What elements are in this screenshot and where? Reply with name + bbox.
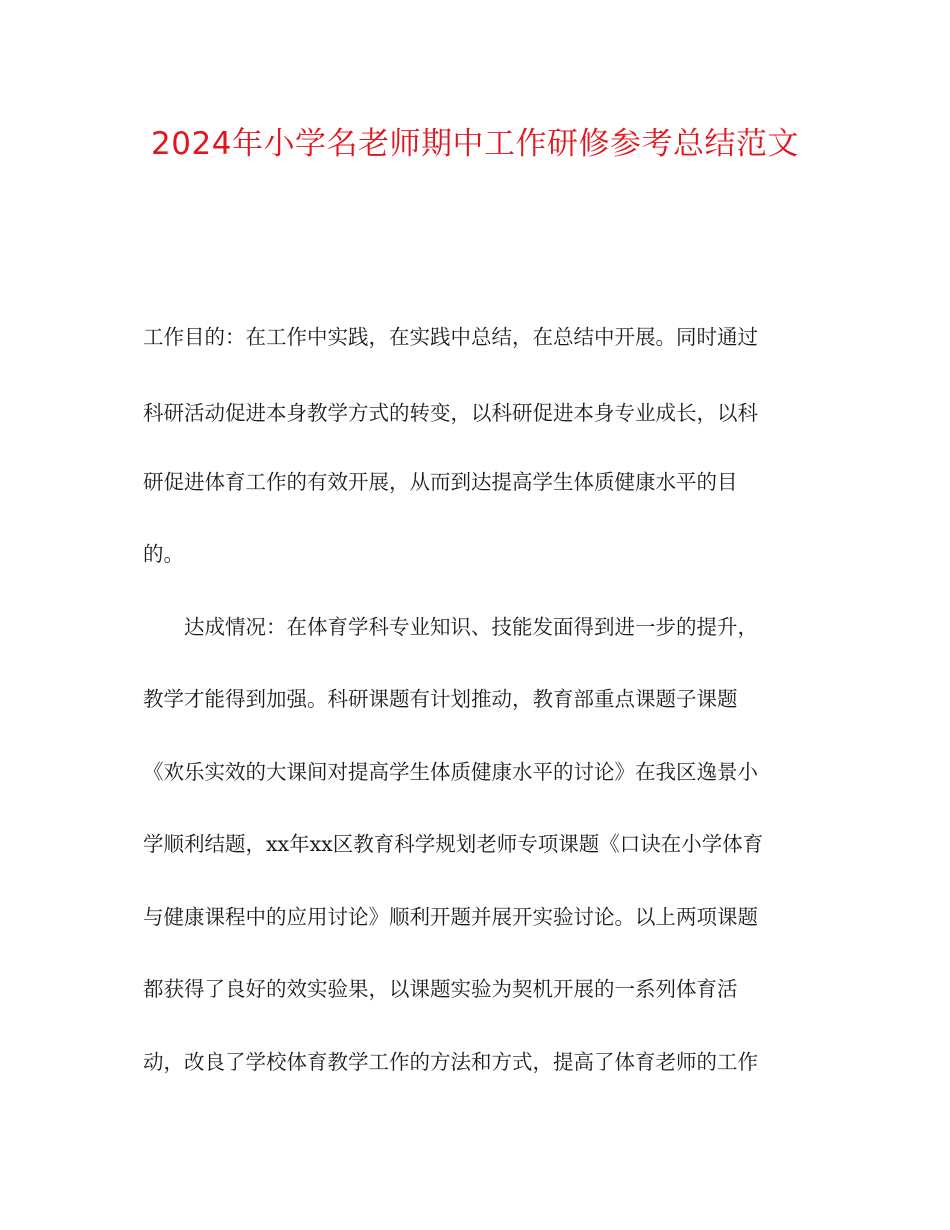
body-line-4: 的。	[143, 542, 184, 566]
body-line-2: 科研活动促进本身教学方式的转变，以科研促进本身专业成长，以科	[143, 401, 758, 425]
body-line-6: 教学才能得到加强。科研课题有计划推动，教育部重点课题子课题	[143, 687, 738, 711]
document-title: 2024年小学名老师期中工作研修参考总结范文	[151, 126, 799, 162]
body-line-11: 动，改良了学校体育教学工作的方法和方式，提高了体育老师的工作	[143, 1050, 758, 1074]
body-line-8: 学顺利结题，xx年xx区教育科学规划老师专项课题《口诀在小学体育	[143, 832, 764, 856]
body-line-9: 与健康课程中的应用讨论》顺利开题并展开实验讨论。以上两项课题	[143, 905, 758, 929]
body-line-7: 《欢乐实效的大课间对提高学生体质健康水平的讨论》在我区逸景小	[143, 760, 758, 784]
body-line-3: 研促进体育工作的有效开展，从而到达提高学生体质健康水平的目	[143, 470, 738, 494]
body-line-10: 都获得了良好的效实验果，以课题实验为契机开展的一系列体育活	[143, 977, 738, 1001]
body-line-5: 达成情况：在体育学科专业知识、技能发面得到进一步的提升，	[184, 615, 758, 639]
body-line-1: 工作目的：在工作中实践，在实践中总结，在总结中开展。同时通过	[143, 325, 758, 349]
